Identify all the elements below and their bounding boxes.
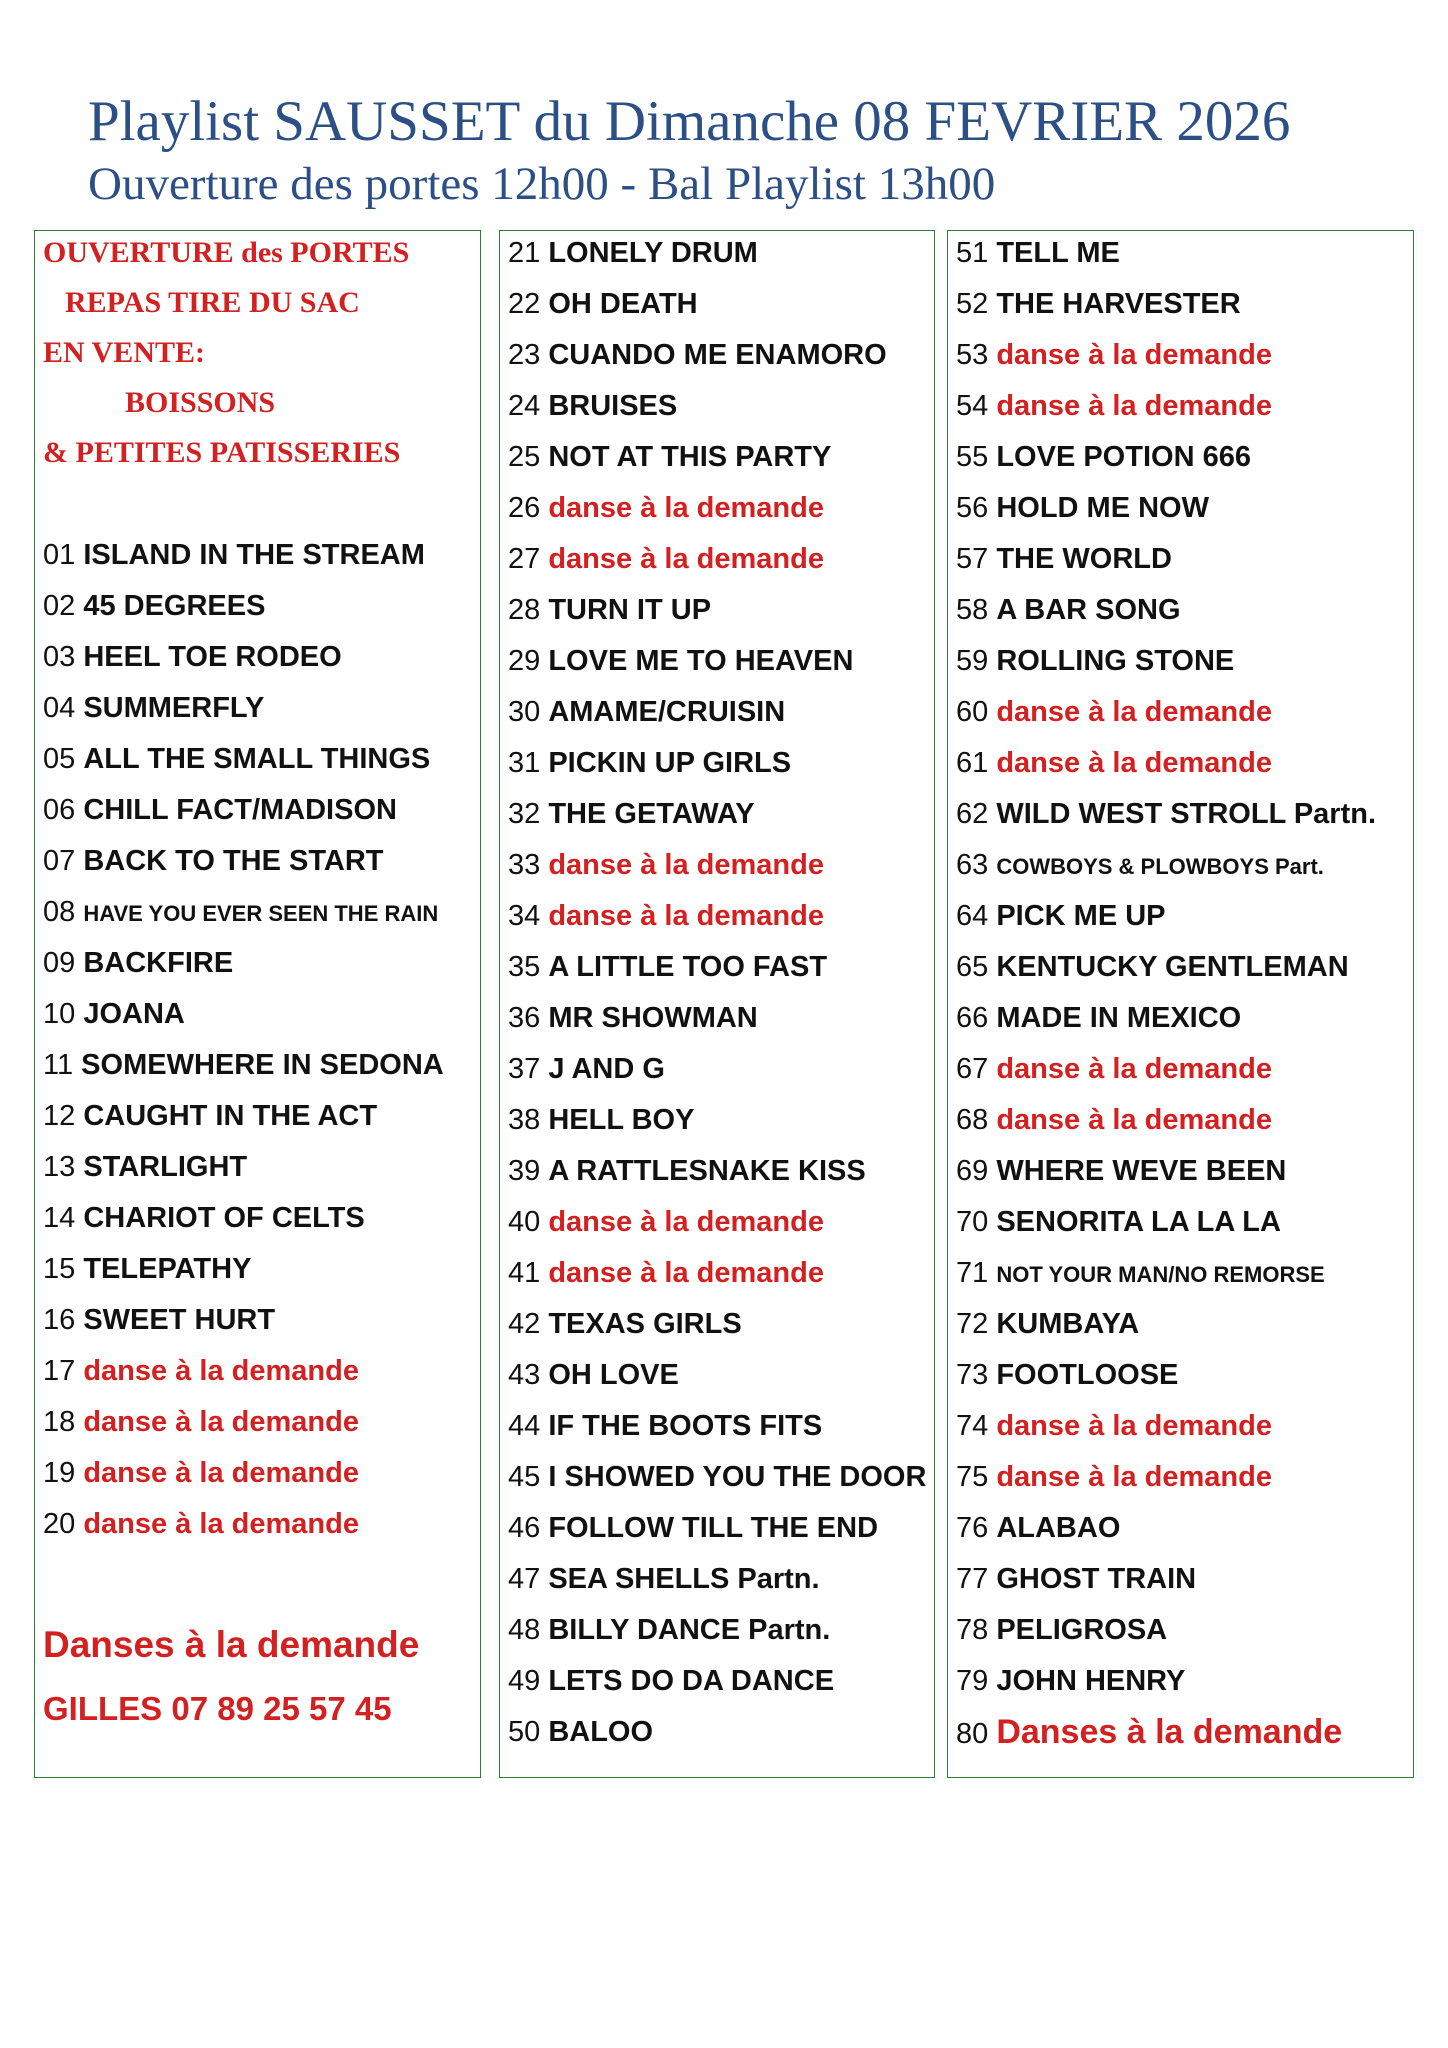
track-number: 59 [956, 645, 997, 677]
track-row [508, 1408, 822, 1444]
track-title: CHILL FACT/MADISON [83, 794, 397, 826]
track-number: 61 [956, 747, 997, 779]
track-row-request [956, 745, 1272, 781]
track-number: 58 [956, 594, 997, 626]
track-title: BRUISES [548, 390, 678, 422]
track-row [956, 1306, 1139, 1342]
track-row [43, 588, 265, 624]
track-row [956, 439, 1251, 475]
track-request-label: danse à la demande [83, 1355, 359, 1387]
track-row [956, 286, 1241, 322]
track-title: HAVE YOU EVER SEEN THE RAIN [83, 901, 439, 926]
track-number: 78 [956, 1614, 997, 1646]
track-title: JOANA [83, 998, 185, 1030]
track-title: AMAME/CRUISIN [548, 696, 786, 728]
track-row-request [956, 1051, 1272, 1087]
track-row [956, 847, 1324, 885]
track-row [43, 1047, 444, 1083]
track-request-label: danse à la demande [548, 492, 824, 524]
track-title: J AND G [548, 1053, 665, 1085]
track-title: JOHN HENRY [996, 1665, 1186, 1697]
track-title: PICKIN UP GIRLS [548, 747, 792, 779]
track-request-label: danse à la demande [83, 1457, 359, 1489]
track-row-request [508, 898, 824, 934]
track-row [508, 1000, 758, 1036]
track-title: OH DEATH [548, 288, 698, 320]
track-number: 21 [508, 237, 549, 269]
track-number: 54 [956, 390, 997, 422]
track-title: THE GETAWAY [548, 798, 755, 830]
track-row-request [508, 541, 824, 577]
track-number: 36 [508, 1002, 549, 1034]
track-number: 52 [956, 288, 997, 320]
track-title: CUANDO ME ENAMORO [548, 339, 887, 371]
track-row-request [43, 1506, 359, 1542]
track-row [508, 1510, 878, 1546]
track-row [508, 1153, 866, 1189]
track-number: 49 [508, 1665, 549, 1697]
track-row [956, 541, 1172, 577]
track-title: SUMMERFLY [83, 692, 265, 724]
track-row [956, 1255, 1325, 1293]
track-row [508, 694, 785, 730]
track-title: BALOO [548, 1716, 654, 1748]
track-title: CAUGHT IN THE ACT [83, 1100, 378, 1132]
track-row-request [956, 1408, 1272, 1444]
track-title: PELIGROSA [996, 1614, 1168, 1646]
track-number: 56 [956, 492, 997, 524]
track-row [956, 1663, 1185, 1699]
track-number: 22 [508, 288, 549, 320]
track-row [43, 1302, 275, 1338]
track-title: ISLAND IN THE STREAM [83, 539, 425, 571]
track-row [43, 1200, 365, 1236]
track-row [508, 745, 791, 781]
track-number: 46 [508, 1512, 549, 1544]
track-request-label: danse à la demande [548, 849, 824, 881]
track-title: A LITTLE TOO FAST [548, 951, 828, 983]
track-title: LOVE ME TO HEAVEN [548, 645, 854, 677]
track-row [43, 741, 430, 777]
track-number: 64 [956, 900, 997, 932]
track-request-label: danse à la demande [548, 1257, 824, 1289]
track-row [43, 537, 425, 573]
track-number: 29 [508, 645, 549, 677]
track-row [43, 894, 438, 932]
track-number: 57 [956, 543, 997, 575]
page-subtitle: Ouverture des portes 12h00 - Bal Playlist 13h00 [88, 158, 996, 210]
track-title: MR SHOWMAN [548, 1002, 758, 1034]
track-row-request [43, 1455, 359, 1491]
track-row [43, 1098, 377, 1134]
track-title: ALL THE SMALL THINGS [83, 743, 431, 775]
track-row [508, 337, 887, 373]
track-title: SOMEWHERE IN SEDONA [81, 1049, 444, 1081]
track-row-request [956, 694, 1272, 730]
track-request-label: danse à la demande [996, 1410, 1272, 1442]
track-request-label: danse à la demande [996, 1053, 1272, 1085]
track-request-label: Danses à la demande [996, 1713, 1343, 1751]
track-title: TURN IT UP [548, 594, 712, 626]
track-title: ALABAO [996, 1512, 1121, 1544]
track-row [956, 1153, 1286, 1189]
track-row [956, 1357, 1178, 1393]
track-request-label: danse à la demande [996, 1461, 1272, 1493]
contact-phone: GILLES 07 89 25 57 45 [43, 1690, 392, 1727]
track-number: 38 [508, 1104, 549, 1136]
track-number: 30 [508, 696, 549, 728]
track-number: 75 [956, 1461, 997, 1493]
track-request-label: danse à la demande [996, 390, 1272, 422]
track-row [508, 1357, 679, 1393]
track-title: SENORITA LA LA LA [996, 1206, 1281, 1238]
track-number: 02 [43, 590, 84, 622]
track-title: SEA SHELLS Partn. [548, 1563, 820, 1595]
track-row [956, 490, 1209, 526]
track-title: 45 DEGREES [83, 590, 266, 622]
track-title: FOOTLOOSE [996, 1359, 1179, 1391]
track-row [508, 1714, 653, 1750]
track-title: BILLY DANCE Partn. [548, 1614, 831, 1646]
track-number: 43 [508, 1359, 549, 1391]
track-title: BACKFIRE [83, 947, 234, 979]
track-row [508, 439, 831, 475]
track-number: 13 [43, 1151, 84, 1183]
track-row [508, 235, 758, 271]
track-row [508, 1612, 830, 1648]
track-number: 05 [43, 743, 84, 775]
track-title: NOT YOUR MAN/NO REMORSE [996, 1262, 1325, 1287]
track-number: 07 [43, 845, 84, 877]
track-number: 24 [508, 390, 549, 422]
track-number: 32 [508, 798, 549, 830]
track-row-request [956, 1714, 1342, 1752]
track-number: 40 [508, 1206, 549, 1238]
track-title: IF THE BOOTS FITS [548, 1410, 823, 1442]
track-row [508, 643, 853, 679]
track-title: THE HARVESTER [996, 288, 1241, 320]
track-row [508, 388, 677, 424]
track-number: 37 [508, 1053, 549, 1085]
track-row [43, 639, 342, 675]
playlist-column-2 [499, 230, 935, 1778]
track-row [43, 792, 397, 828]
track-title: LONELY DRUM [548, 237, 758, 269]
track-row [956, 235, 1120, 271]
info-drinks: BOISSONS [125, 386, 276, 419]
track-row-request [43, 1353, 359, 1389]
track-title: ROLLING STONE [996, 645, 1235, 677]
track-number: 66 [956, 1002, 997, 1034]
track-number: 12 [43, 1100, 84, 1132]
track-title: BACK TO THE START [83, 845, 384, 877]
track-request-label: danse à la demande [996, 339, 1272, 371]
track-row [508, 1459, 926, 1495]
track-title: PICK ME UP [996, 900, 1166, 932]
track-row-request [508, 847, 824, 883]
track-row [43, 996, 185, 1032]
track-title: CHARIOT OF CELTS [83, 1202, 365, 1234]
track-row [956, 592, 1181, 628]
track-number: 80 [956, 1718, 997, 1750]
track-row [43, 690, 264, 726]
track-row [508, 1561, 820, 1597]
track-number: 20 [43, 1508, 84, 1540]
track-row [956, 1000, 1241, 1036]
track-number: 06 [43, 794, 84, 826]
track-row [43, 843, 384, 879]
track-title: NOT AT THIS PARTY [548, 441, 832, 473]
track-number: 51 [956, 237, 997, 269]
track-number: 04 [43, 692, 84, 724]
track-title: SWEET HURT [83, 1304, 276, 1336]
info-on-sale: EN VENTE: [43, 336, 205, 369]
track-title: THE WORLD [996, 543, 1172, 575]
track-number: 68 [956, 1104, 997, 1136]
track-row [956, 643, 1234, 679]
track-title: COWBOYS & PLOWBOYS Part. [996, 854, 1324, 879]
track-number: 62 [956, 798, 997, 830]
track-number: 76 [956, 1512, 997, 1544]
track-row-request [956, 1102, 1272, 1138]
info-doors-opening: OUVERTURE des PORTES [43, 236, 410, 269]
track-number: 39 [508, 1155, 549, 1187]
track-number: 67 [956, 1053, 997, 1085]
track-number: 08 [43, 896, 84, 928]
track-number: 70 [956, 1206, 997, 1238]
track-title: WHERE WEVE BEEN [996, 1155, 1287, 1187]
track-title: OH LOVE [548, 1359, 679, 1391]
requests-title: Danses à la demande [43, 1624, 420, 1665]
track-number: 41 [508, 1257, 549, 1289]
track-title: LETS DO DA DANCE [548, 1665, 835, 1697]
track-title: LOVE POTION 666 [996, 441, 1251, 473]
track-title: A RATTLESNAKE KISS [548, 1155, 866, 1187]
track-request-label: danse à la demande [548, 1206, 824, 1238]
track-row [508, 1306, 742, 1342]
track-title: A BAR SONG [996, 594, 1181, 626]
track-number: 26 [508, 492, 549, 524]
track-row [508, 1663, 834, 1699]
track-row [508, 949, 827, 985]
track-number: 73 [956, 1359, 997, 1391]
track-number: 77 [956, 1563, 997, 1595]
track-row [508, 1102, 694, 1138]
track-title: HEEL TOE RODEO [83, 641, 342, 673]
track-number: 79 [956, 1665, 997, 1697]
track-title: WILD WEST STROLL Partn. [996, 798, 1377, 830]
track-row [508, 286, 698, 322]
track-number: 01 [43, 539, 84, 571]
track-number: 33 [508, 849, 549, 881]
info-meal: REPAS TIRE DU SAC [65, 286, 360, 319]
track-number: 34 [508, 900, 549, 932]
page-title: Playlist SAUSSET du Dimanche 08 FEVRIER 2026 [88, 90, 1291, 153]
track-number: 47 [508, 1563, 549, 1595]
track-row [956, 898, 1166, 934]
track-number: 72 [956, 1308, 997, 1340]
track-number: 50 [508, 1716, 549, 1748]
track-title: MADE IN MEXICO [996, 1002, 1242, 1034]
track-number: 15 [43, 1253, 84, 1285]
track-number: 28 [508, 594, 549, 626]
track-request-label: danse à la demande [996, 696, 1272, 728]
playlist-column-3 [947, 230, 1414, 1778]
track-number: 09 [43, 947, 84, 979]
track-title: GHOST TRAIN [996, 1563, 1197, 1595]
track-row [508, 1051, 665, 1087]
track-title: I SHOWED YOU THE DOOR [548, 1461, 927, 1493]
track-number: 25 [508, 441, 549, 473]
track-row [956, 949, 1349, 985]
track-title: TELEPATHY [83, 1253, 252, 1285]
track-row-request [508, 1255, 824, 1291]
track-number: 69 [956, 1155, 997, 1187]
track-row-request [956, 337, 1272, 373]
track-row [43, 1149, 247, 1185]
track-number: 65 [956, 951, 997, 983]
playlist-column-1 [34, 230, 481, 1778]
track-number: 60 [956, 696, 997, 728]
track-row-request [956, 1459, 1272, 1495]
track-number: 48 [508, 1614, 549, 1646]
track-title: TEXAS GIRLS [548, 1308, 742, 1340]
track-title: KUMBAYA [996, 1308, 1140, 1340]
track-number: 17 [43, 1355, 84, 1387]
track-number: 14 [43, 1202, 84, 1234]
track-row-request [956, 388, 1272, 424]
track-number: 19 [43, 1457, 84, 1489]
track-number: 71 [956, 1257, 997, 1289]
track-number: 42 [508, 1308, 549, 1340]
track-number: 18 [43, 1406, 84, 1438]
track-number: 35 [508, 951, 549, 983]
track-number: 03 [43, 641, 84, 673]
track-row [956, 796, 1376, 832]
track-number: 31 [508, 747, 549, 779]
track-title: HOLD ME NOW [996, 492, 1209, 524]
info-pastries: & PETITES PATISSERIES [43, 436, 401, 469]
track-row [956, 1204, 1281, 1240]
track-request-label: danse à la demande [83, 1406, 359, 1438]
track-number: 74 [956, 1410, 997, 1442]
track-number: 10 [43, 998, 84, 1030]
track-number: 11 [43, 1049, 82, 1081]
track-title: KENTUCKY GENTLEMAN [996, 951, 1349, 983]
track-request-label: danse à la demande [548, 900, 824, 932]
track-number: 27 [508, 543, 549, 575]
track-number: 23 [508, 339, 549, 371]
track-row-request [43, 1404, 359, 1440]
track-title: TELL ME [996, 237, 1120, 269]
track-row [508, 592, 711, 628]
track-row [956, 1612, 1167, 1648]
track-title: FOLLOW TILL THE END [548, 1512, 879, 1544]
track-title: STARLIGHT [83, 1151, 248, 1183]
track-row [956, 1510, 1120, 1546]
track-request-label: danse à la demande [996, 1104, 1272, 1136]
track-number: 45 [508, 1461, 549, 1493]
track-row [43, 1251, 251, 1287]
track-row-request [508, 490, 824, 526]
track-number: 16 [43, 1304, 84, 1336]
track-row [43, 945, 233, 981]
track-number: 55 [956, 441, 997, 473]
track-request-label: danse à la demande [83, 1508, 359, 1540]
track-title: HELL BOY [548, 1104, 695, 1136]
track-number: 63 [956, 849, 997, 881]
track-request-label: danse à la demande [548, 543, 824, 575]
track-number: 53 [956, 339, 997, 371]
track-row [956, 1561, 1196, 1597]
track-row [508, 796, 755, 832]
track-request-label: danse à la demande [996, 747, 1272, 779]
track-row-request [508, 1204, 824, 1240]
track-number: 44 [508, 1410, 549, 1442]
